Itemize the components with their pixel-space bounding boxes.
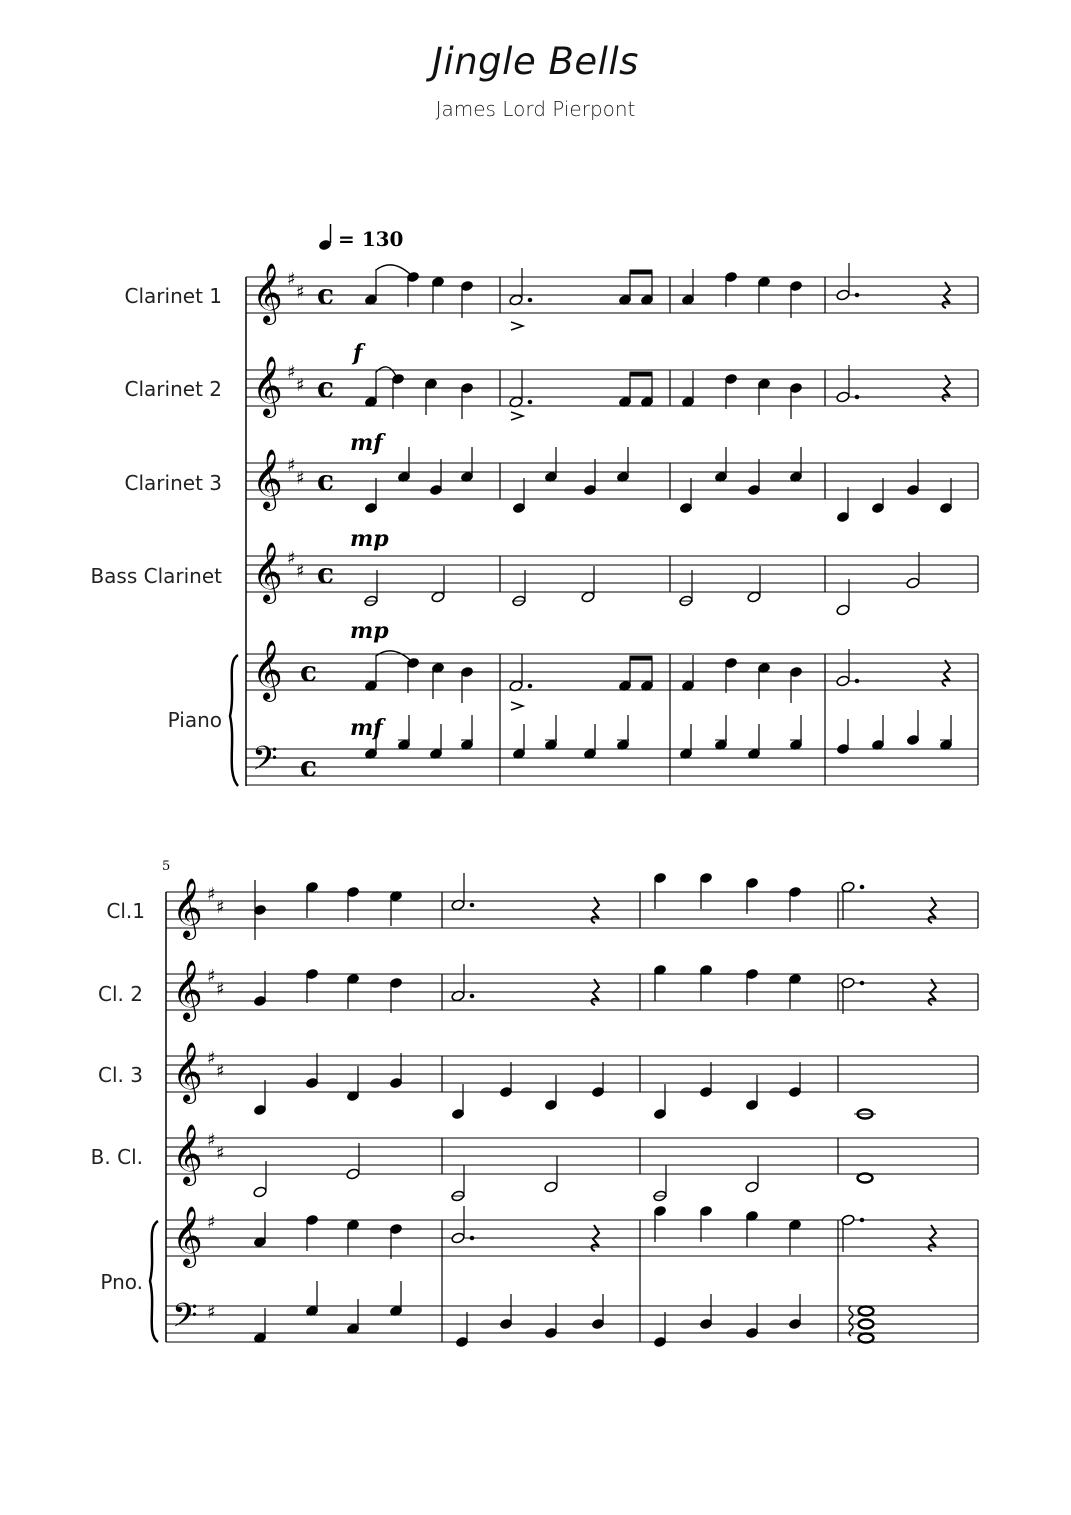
- bass-clarinet-notes: [364, 552, 920, 616]
- instrument-name-bass-clarinet: Bass Clarinet: [90, 564, 222, 588]
- dynamic-marking: mp: [350, 618, 389, 644]
- piano-right-hand-notes: [364, 649, 950, 710]
- svg-text:♯: ♯: [296, 561, 305, 582]
- instrument-name-clarinet-3: Clarinet 3: [124, 471, 222, 495]
- system-1: [90, 224, 978, 786]
- treble-clef-icon: 𝄞: [252, 356, 283, 416]
- clarinet-2-notes: [253, 964, 936, 1014]
- svg-text:♯: ♯: [207, 1130, 216, 1151]
- dynamic-marking: mf: [350, 715, 383, 741]
- svg-text:♯: ♯: [216, 1061, 225, 1082]
- instrument-name-clarinet-1: Clarinet 1: [124, 284, 222, 308]
- clarinet-1-notes: [253, 872, 936, 940]
- clarinet-3-notes: [364, 447, 952, 523]
- instrument-name-piano: Pno.: [100, 1270, 143, 1294]
- bass-clarinet-notes: [253, 1143, 873, 1202]
- svg-text:♯: ♯: [296, 468, 305, 489]
- common-time-icon: [300, 278, 334, 783]
- piano-brace-icon: [230, 655, 238, 786]
- clarinet-3-notes: [253, 1053, 876, 1120]
- svg-text:♯: ♯: [216, 979, 225, 1000]
- notes-system-1: [364, 263, 953, 760]
- treble-clef-icon: 𝄞: [172, 960, 203, 1020]
- svg-text:♯: ♯: [207, 966, 216, 987]
- svg-text:c: c: [300, 655, 318, 688]
- svg-text:♯: ♯: [287, 548, 296, 569]
- composer-name: James Lord Pierpont: [435, 97, 636, 121]
- piano-brace-icon: [150, 1221, 158, 1342]
- score-title: Jingle Bells: [432, 40, 639, 83]
- bass-clef-icon: 𝄢: [252, 740, 278, 786]
- svg-text:♯: ♯: [296, 375, 305, 396]
- svg-text:♯: ♯: [207, 884, 216, 905]
- svg-text:c: c: [317, 557, 335, 590]
- treble-clef-icon: 𝄞: [252, 263, 283, 323]
- dynamic-marking: mp: [350, 526, 389, 552]
- measure-number: 5: [162, 859, 171, 874]
- svg-text:♯: ♯: [216, 1143, 225, 1164]
- staff-lines-system-2: [166, 892, 978, 1342]
- svg-text:c: c: [300, 750, 318, 783]
- svg-text:c: c: [317, 464, 335, 497]
- svg-text:♯: ♯: [207, 1212, 216, 1233]
- svg-text:♯: ♯: [296, 282, 305, 303]
- instrument-name-clarinet-2: Cl. 2: [98, 982, 143, 1006]
- dynamic-marking: mf: [350, 430, 383, 456]
- notes-system-2: [253, 872, 936, 1347]
- treble-clef-icon: 𝄞: [172, 1124, 203, 1184]
- instrument-name-clarinet-1: Cl.1: [106, 899, 145, 923]
- barlines-system-2: [442, 892, 978, 1342]
- svg-text:♯: ♯: [207, 1302, 216, 1323]
- quarter-rest-icon: [943, 660, 950, 686]
- treble-clef-icon: 𝄞: [172, 878, 203, 938]
- clarinet-2-notes: [364, 365, 950, 420]
- svg-text:♯: ♯: [216, 897, 225, 918]
- treble-clef-icon: 𝄞: [172, 1206, 203, 1266]
- instrument-name-clarinet-3: Cl. 3: [98, 1063, 143, 1087]
- piano-left-hand-notes: [253, 1281, 873, 1348]
- dynamic-marking: f: [353, 340, 363, 366]
- tempo-text: = 130: [338, 227, 404, 251]
- instrument-name-clarinet-2: Clarinet 2: [124, 377, 222, 401]
- svg-text:♯: ♯: [207, 1048, 216, 1069]
- svg-text:c: c: [317, 278, 335, 311]
- clarinet-1-notes: [364, 263, 950, 330]
- bass-clef-icon: 𝄢: [172, 1297, 198, 1343]
- treble-clef-icon: 𝄞: [172, 1042, 203, 1102]
- key-signature-sharps: [287, 269, 305, 582]
- treble-clef-icon: 𝄞: [252, 640, 283, 700]
- svg-text:♯: ♯: [287, 269, 296, 290]
- piano-right-hand-notes: [253, 1205, 936, 1259]
- instrument-name-bass-clarinet: B. Cl.: [90, 1145, 143, 1169]
- arpeggio-icon: [849, 1306, 853, 1336]
- svg-text:♯: ♯: [287, 362, 296, 383]
- treble-clef-icon: 𝄞: [252, 542, 283, 602]
- treble-clef-icon: 𝄞: [252, 449, 283, 509]
- piano-left-hand-notes: [364, 710, 952, 760]
- key-signature-sharps: [207, 884, 225, 1323]
- tempo-marking: [318, 224, 404, 251]
- system-2: [91, 859, 978, 1348]
- svg-text:♯: ♯: [287, 455, 296, 476]
- svg-text:c: c: [317, 371, 335, 404]
- instrument-name-piano: Piano: [167, 708, 222, 732]
- barlines-system-1: [500, 277, 978, 785]
